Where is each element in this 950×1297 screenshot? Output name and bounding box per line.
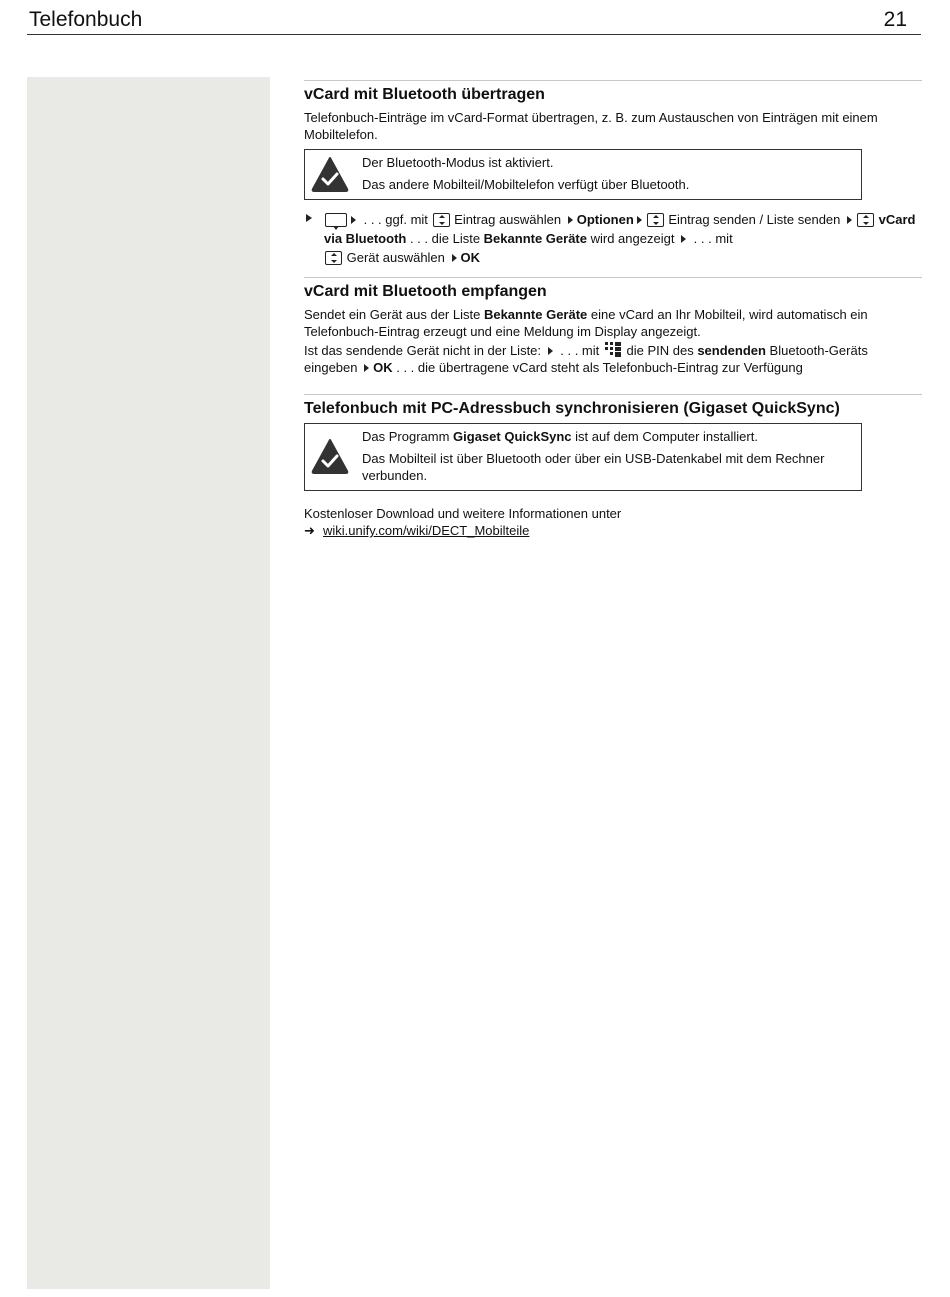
prerequisite-text: ist auf dem Computer installiert.	[571, 429, 758, 444]
arrow-right-icon: ➜	[304, 523, 315, 538]
page-title: Telefonbuch	[29, 8, 143, 31]
prerequisite-item: Das Mobilteil ist über Bluetooth oder über ein USB-Datenkabel mit dem Rechner verbunden.	[362, 451, 825, 483]
section-paragraph	[304, 342, 922, 376]
menu-option-label: OK	[460, 250, 481, 265]
prerequisite-text: Das Programm	[362, 429, 454, 444]
nav-key-icon	[325, 251, 342, 265]
arrow-right-icon	[637, 216, 642, 224]
menu-option-label: Bekannte Geräte	[483, 307, 588, 322]
menu-option-label: vCard via Bluetooth	[324, 212, 916, 246]
paragraph-text: . . . mit	[556, 343, 603, 358]
prerequisite-item	[362, 428, 853, 445]
step-text: Eintrag auswählen	[450, 212, 565, 227]
step-bullet-icon	[306, 214, 312, 222]
arrow-right-icon	[364, 364, 369, 372]
prerequisite-item: Das andere Mobilteil/Mobiltelefon verfügt über Bluetooth.	[362, 177, 690, 192]
menu-option-label: Bekannte Geräte	[483, 231, 587, 246]
menu-key-icon	[325, 213, 347, 227]
emphasis-text: sendenden	[697, 343, 766, 358]
page-number: 21	[883, 8, 907, 31]
wiki-link[interactable]: wiki.unify.com/wiki/DECT_Mobilteile	[323, 523, 530, 538]
step-text: Eintrag senden / Liste senden	[664, 212, 844, 227]
arrow-right-icon	[351, 216, 356, 224]
main-content	[304, 80, 922, 539]
paragraph-text: eine vCard an Ihr Mobilteil, wird automatisch ein Telefonbuch-Eintrag erzeugt und eine Meldung im Display angezeigt.	[304, 307, 868, 339]
paragraph-text: die PIN des	[622, 343, 698, 358]
section-heading-vcard-receive: vCard mit Bluetooth empfangen	[304, 283, 547, 300]
page-header	[27, 6, 921, 35]
warning-check-icon	[311, 438, 349, 474]
download-info: Kostenloser Download und weitere Informationen unter	[304, 506, 622, 521]
menu-option-label: OK	[373, 360, 393, 375]
section-heading-quicksync: Telefonbuch mit PC-Adressbuch synchronisieren (Gigaset QuickSync)	[304, 400, 840, 417]
paragraph-text: Ist das sendende Gerät nicht in der Liste:	[304, 343, 545, 358]
step-text: wird angezeigt	[587, 231, 679, 246]
arrow-right-icon	[452, 254, 457, 262]
sidebar-margin	[27, 77, 270, 1289]
arrow-right-icon	[568, 216, 573, 224]
paragraph-text: . . . die übertragene vCard steht als Telefonbuch-Eintrag zur Verfügung	[392, 360, 803, 375]
step-text: . . . die Liste	[406, 231, 484, 246]
arrow-right-icon	[847, 216, 852, 224]
paragraph-text: Bluetooth-Geräts eingeben	[304, 343, 868, 375]
prerequisite-box	[304, 423, 862, 491]
step-text: . . . mit	[690, 231, 733, 246]
arrow-right-icon	[548, 347, 553, 355]
nav-key-icon	[433, 213, 450, 227]
menu-option-label: Optionen	[576, 212, 634, 227]
warning-check-icon	[311, 156, 349, 192]
nav-key-icon	[857, 213, 874, 227]
instruction-steps	[304, 210, 922, 267]
link-line	[304, 522, 922, 539]
section-heading-vcard-send: vCard mit Bluetooth übertragen	[304, 86, 545, 103]
arrow-right-icon	[681, 235, 686, 243]
paragraph-text: Sendet ein Gerät aus der Liste	[304, 307, 484, 322]
keypad-icon	[605, 342, 621, 357]
prerequisite-item: Der Bluetooth-Modus ist aktiviert.	[362, 155, 554, 170]
section-paragraph	[304, 306, 922, 340]
nav-key-icon	[647, 213, 664, 227]
section-intro: Telefonbuch-Einträge im vCard-Format übertragen, z. B. zum Austauschen von Einträgen mit einem Mobiltelefon.	[304, 110, 878, 142]
step-text: Gerät auswählen	[343, 250, 449, 265]
step-text: . . . ggf. mit	[360, 212, 432, 227]
prerequisite-box	[304, 149, 862, 200]
program-name: Gigaset QuickSync	[453, 429, 572, 444]
